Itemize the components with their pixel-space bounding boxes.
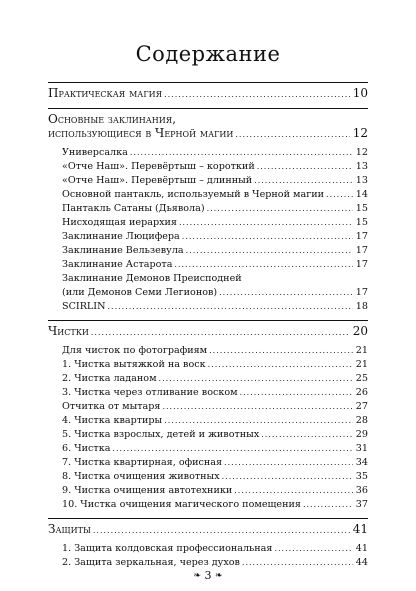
toc-entry[interactable] <box>62 344 368 358</box>
section-title: Чистки <box>48 324 89 338</box>
dot-leader <box>159 372 353 386</box>
toc-entry[interactable] <box>62 174 368 188</box>
entry-page: 29 <box>355 429 368 440</box>
entry-title: 7. Чистка квартирная, офисная <box>62 457 223 468</box>
toc-entry[interactable] <box>62 286 368 300</box>
dot-leader <box>174 258 352 272</box>
entry-title: Универсалка <box>62 147 128 158</box>
toc-entry[interactable] <box>62 428 368 442</box>
toc-section-row[interactable] <box>48 522 368 538</box>
entry-page: 13 <box>355 175 368 186</box>
toc-entry[interactable] <box>62 498 368 512</box>
toc-section-cleansings <box>48 320 368 512</box>
entry-title: 1. Чистка вытяжкой на воск <box>62 359 206 370</box>
entry-page: 37 <box>355 499 368 510</box>
entry-title: 10. Чистка очищения магического помещения <box>62 499 301 510</box>
dot-leader <box>242 556 353 570</box>
toc-entry[interactable] <box>62 244 368 258</box>
entry-title: «Отче Наш». Перевёртыш – короткий <box>62 161 255 172</box>
ornament-left-icon: ❧ <box>193 571 201 581</box>
dot-leader <box>130 146 353 160</box>
entry-page: 31 <box>355 443 368 454</box>
toc-entry[interactable] <box>62 230 368 244</box>
entry-page: 13 <box>355 161 368 172</box>
entry-page: 36 <box>355 485 368 496</box>
entry-page: 15 <box>355 217 368 228</box>
section-page: 12 <box>352 126 368 140</box>
toc-entry[interactable] <box>62 470 368 484</box>
entry-page: 21 <box>355 359 368 370</box>
ornament-right-icon: ❧ <box>215 571 223 581</box>
entry-title-line2: (или Демонов Семи Легионов) <box>62 287 218 298</box>
dot-leader <box>224 456 353 470</box>
entry-title: 5. Чистка взрослых, детей и животных <box>62 429 260 440</box>
entry-title-line1: Заклинание Демонов Преисподней <box>62 273 242 284</box>
toc-subsection-list <box>48 344 368 512</box>
entry-title: 2. Защита зеркальная, через духов <box>62 557 240 568</box>
dot-leader <box>261 428 353 442</box>
toc-entry[interactable] <box>62 542 368 556</box>
dot-leader <box>240 386 353 400</box>
entry-page: 25 <box>355 373 368 384</box>
entry-title: 8. Чистка очищения животных <box>62 471 220 482</box>
dot-leader <box>208 358 353 372</box>
entry-page: 15 <box>355 203 368 214</box>
toc-subsection-list <box>48 146 368 314</box>
dot-leader <box>164 88 350 102</box>
dot-leader <box>254 174 353 188</box>
toc-entry[interactable] <box>62 400 368 414</box>
entry-title: Заклинание Вельзевула <box>62 245 184 256</box>
entry-title: 4. Чистка квартиры <box>62 415 163 426</box>
dot-leader <box>107 300 352 314</box>
dot-leader <box>93 524 350 538</box>
entry-page: 27 <box>355 401 368 412</box>
dot-leader <box>209 344 353 358</box>
page-number-value: 3 <box>204 569 212 582</box>
dot-leader <box>235 128 349 142</box>
dot-leader <box>222 470 353 484</box>
toc-entry[interactable] <box>62 386 368 400</box>
toc-section-row[interactable] <box>48 126 368 142</box>
entry-page: 21 <box>355 345 368 356</box>
entry-title: 6. Чистка <box>62 443 111 454</box>
entry-title: Основной пантакль, используемый в Черной магии <box>62 189 325 200</box>
dot-leader <box>257 160 353 174</box>
entry-page: 12 <box>355 147 368 158</box>
toc-entry[interactable] <box>62 358 368 372</box>
toc-section-basic-spells <box>48 108 368 314</box>
entry-page: 26 <box>355 387 368 398</box>
dot-leader <box>162 400 352 414</box>
entry-page: 17 <box>355 245 368 256</box>
dot-leader <box>207 202 353 216</box>
toc-section-protections <box>48 518 368 570</box>
toc-entry[interactable] <box>62 484 368 498</box>
toc-subsection-list <box>48 542 368 570</box>
section-page: 41 <box>352 522 368 536</box>
toc-entry[interactable] <box>62 160 368 174</box>
entry-title: SCIRLIN <box>62 301 106 312</box>
dot-leader <box>186 244 353 258</box>
page-title: Содержание <box>135 42 281 66</box>
entry-title: Заклинание Астарота <box>62 259 173 270</box>
toc-entry[interactable] <box>62 556 368 570</box>
section-title-line2: использующиеся в Черной магии <box>48 126 234 140</box>
toc-entry[interactable] <box>62 300 368 314</box>
dot-leader <box>91 326 350 340</box>
entry-title: 3. Чистка через отливание воском <box>62 387 238 398</box>
toc-entry[interactable] <box>62 216 368 230</box>
toc-section-row[interactable] <box>48 324 368 340</box>
entry-page: 17 <box>355 259 368 270</box>
dot-leader <box>303 498 353 512</box>
table-of-contents <box>48 82 368 574</box>
toc-section-practical-magic <box>48 82 368 102</box>
section-title-line1: Основные заклинания, <box>48 112 177 126</box>
toc-entry[interactable] <box>62 456 368 470</box>
section-title: Практическая магия <box>48 86 163 100</box>
dot-leader <box>274 542 352 556</box>
entry-title: Для чисток по фотографиям <box>62 345 208 356</box>
entry-page: 17 <box>355 231 368 242</box>
toc-entry[interactable] <box>62 372 368 386</box>
entry-title: Нисходящая иерархия <box>62 217 177 228</box>
dot-leader <box>164 414 353 428</box>
entry-page: 28 <box>355 415 368 426</box>
toc-entry[interactable] <box>62 188 368 202</box>
toc-entry[interactable] <box>62 414 368 428</box>
entry-page: 41 <box>355 543 368 554</box>
entry-page: 35 <box>355 471 368 482</box>
entry-title: 1. Защита колдовская профессиональная <box>62 543 273 554</box>
dot-leader <box>326 188 353 202</box>
section-page: 10 <box>352 86 368 100</box>
dot-leader <box>112 442 352 456</box>
toc-entry[interactable] <box>62 442 368 456</box>
page-number <box>0 569 416 582</box>
section-page: 20 <box>352 324 368 338</box>
entry-title: Заклинание Люцифера <box>62 231 180 242</box>
entry-page: 14 <box>355 189 368 200</box>
toc-entry[interactable] <box>62 258 368 272</box>
entry-title: Пантакль Сатаны (Дьявола) <box>62 203 205 214</box>
section-title: Защиты <box>48 522 91 536</box>
toc-entry[interactable] <box>62 202 368 216</box>
dot-leader <box>182 230 353 244</box>
entry-page: 18 <box>355 301 368 312</box>
toc-section-row[interactable] <box>48 86 368 102</box>
toc-entry[interactable] <box>62 146 368 160</box>
entry-page: 34 <box>355 457 368 468</box>
entry-title: Отчитка от мытаря <box>62 401 161 412</box>
entry-title: 9. Чистка очищения автотехники <box>62 485 233 496</box>
entry-page: 44 <box>355 557 368 568</box>
dot-leader <box>234 484 353 498</box>
entry-page: 17 <box>355 287 368 298</box>
entry-title: 2. Чистка ладаном <box>62 373 157 384</box>
dot-leader <box>179 216 353 230</box>
entry-title: «Отче Наш». Перевёртыш – длинный <box>62 175 253 186</box>
dot-leader <box>219 286 353 300</box>
